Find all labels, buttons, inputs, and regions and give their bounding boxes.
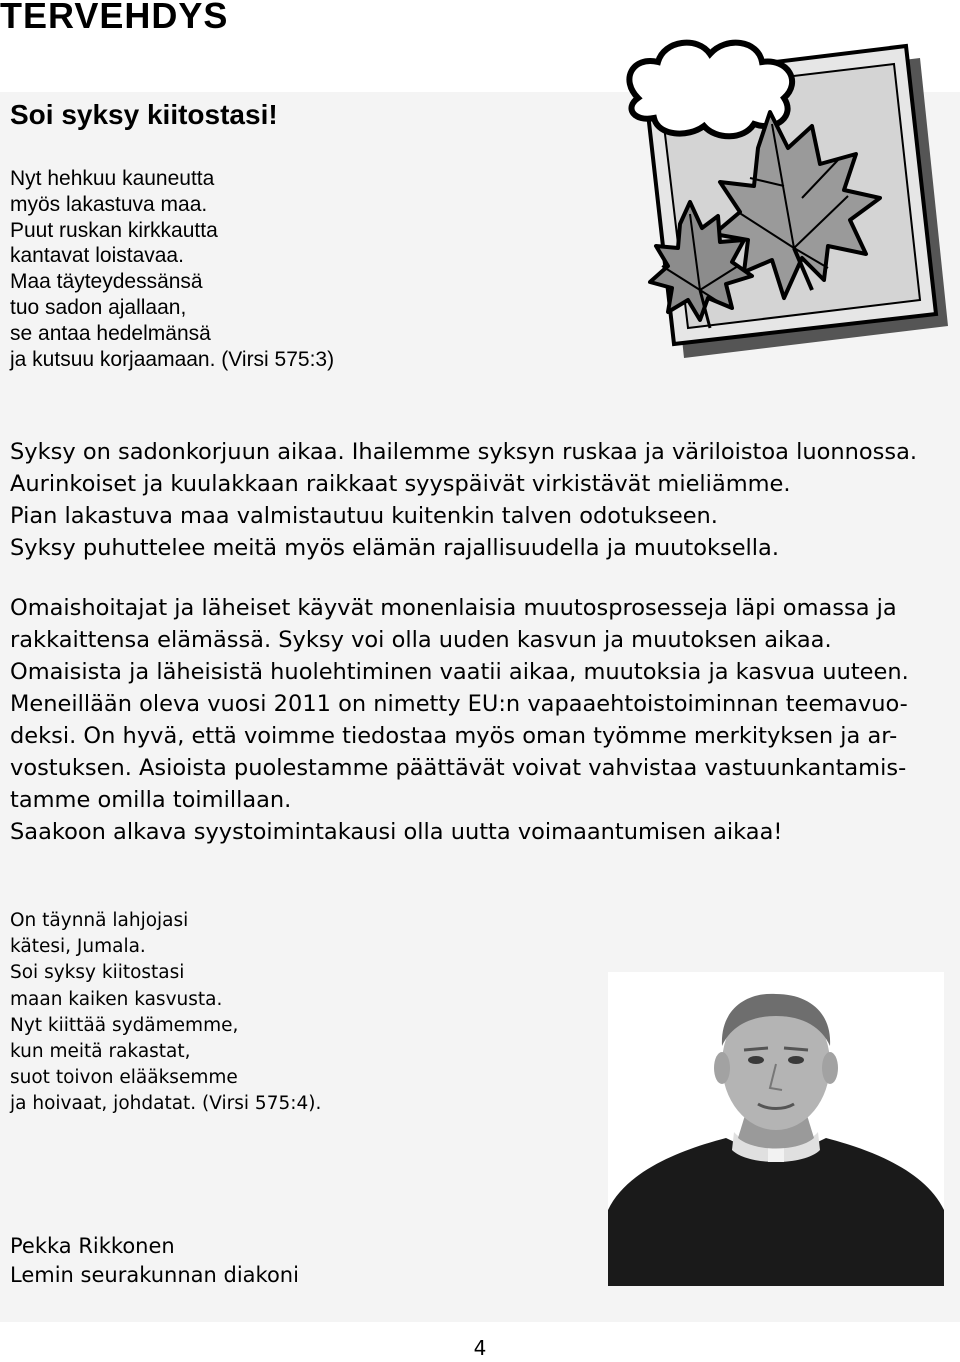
hymn-line: ja kutsuu korjaamaan. (Virsi 575:3) bbox=[10, 347, 335, 371]
prayer-line: kun meitä rakastat, bbox=[10, 1041, 191, 1063]
paragraph-autumn bbox=[10, 436, 940, 564]
paragraph-line: vostuksen. Asioista puolestamme päättävät voivat vahvistaa vastuunkantamis- bbox=[10, 755, 907, 781]
portrait-photo bbox=[608, 972, 944, 1286]
hymn-line: Maa täyteydessänsä bbox=[10, 270, 203, 294]
signature bbox=[10, 1232, 299, 1290]
paragraph-line: tamme omilla toimillaan. bbox=[10, 787, 292, 813]
autumn-leaves-clipart bbox=[598, 28, 960, 368]
prayer-verse bbox=[10, 908, 321, 1118]
prayer-line: suot toivon elääksemme bbox=[10, 1067, 238, 1089]
paragraph-line: rakkaittensa elämässä. Syksy voi olla uuden kasvun ja muutoksen aikaa. bbox=[10, 627, 832, 653]
prayer-line: On täynnä lahjojasi bbox=[10, 910, 189, 931]
hymn-verse bbox=[10, 166, 334, 372]
section-heading: Soi syksy kiitostasi! bbox=[10, 99, 278, 130]
prayer-line: Nyt kiittää sydämemme, bbox=[10, 1014, 239, 1036]
paragraph-line: Aurinkoiset ja kuulakkaan raikkaat syyspäivät virkistävät mieliämme. bbox=[10, 471, 791, 497]
prayer-line: Soi syksy kiitostasi bbox=[10, 962, 185, 984]
hymn-line: kantavat loistavaa. bbox=[10, 244, 184, 268]
signature-name: Pekka Rikkonen bbox=[10, 1234, 175, 1258]
hymn-line: myös lakastuva maa. bbox=[10, 192, 208, 216]
page-number: 4 bbox=[473, 1336, 487, 1360]
signature-title: Lemin seurakunnan diakoni bbox=[10, 1263, 299, 1287]
hymn-line: Puut ruskan kirkkautta bbox=[10, 218, 218, 242]
paragraph-line: deksi. On hyvä, että voimme tiedostaa myös oman työmme merkityksen ja ar- bbox=[10, 723, 898, 749]
paragraph-line: Saakoon alkava syystoimintakausi olla uutta voimaantumisen aikaa! bbox=[10, 819, 783, 845]
hymn-line: se antaa hedelmänsä bbox=[10, 321, 211, 345]
paragraph-caregivers bbox=[10, 592, 940, 848]
body-text bbox=[10, 436, 940, 848]
paragraph-line: Omaisista ja läheisistä huolehtiminen vaatii aikaa, muutoksia ja kasvua uuteen. bbox=[10, 659, 909, 685]
hymn-line: Nyt hehkuu kauneutta bbox=[10, 167, 215, 190]
prayer-line: ja hoivaat, johdatat. (Virsi 575:4). bbox=[10, 1093, 322, 1115]
paragraph-line: Syksy on sadonkorjuun aikaa. Ihailemme syksyn ruskaa ja väriloistoa luonnossa. bbox=[10, 439, 918, 465]
paragraph-line: Syksy puhuttelee meitä myös elämän rajallisuudella ja muutoksella. bbox=[10, 535, 779, 561]
paragraph-line: Meneillään oleva vuosi 2011 on nimetty EU:n vapaaehtoistoiminnan teemavuo- bbox=[10, 691, 908, 717]
prayer-line: kätesi, Jumala. bbox=[10, 936, 146, 958]
paragraph-line: Pian lakastuva maa valmistautuu kuitenkin talven odotukseen. bbox=[10, 503, 718, 529]
prayer-line: maan kaiken kasvusta. bbox=[10, 988, 223, 1010]
page-title: TERVEHDYS bbox=[0, 0, 229, 36]
hymn-line: tuo sadon ajallaan, bbox=[10, 295, 187, 319]
paragraph-line: Omaishoitajat ja läheiset käyvät monenlaisia muutosprosesseja läpi omassa ja bbox=[10, 595, 897, 621]
